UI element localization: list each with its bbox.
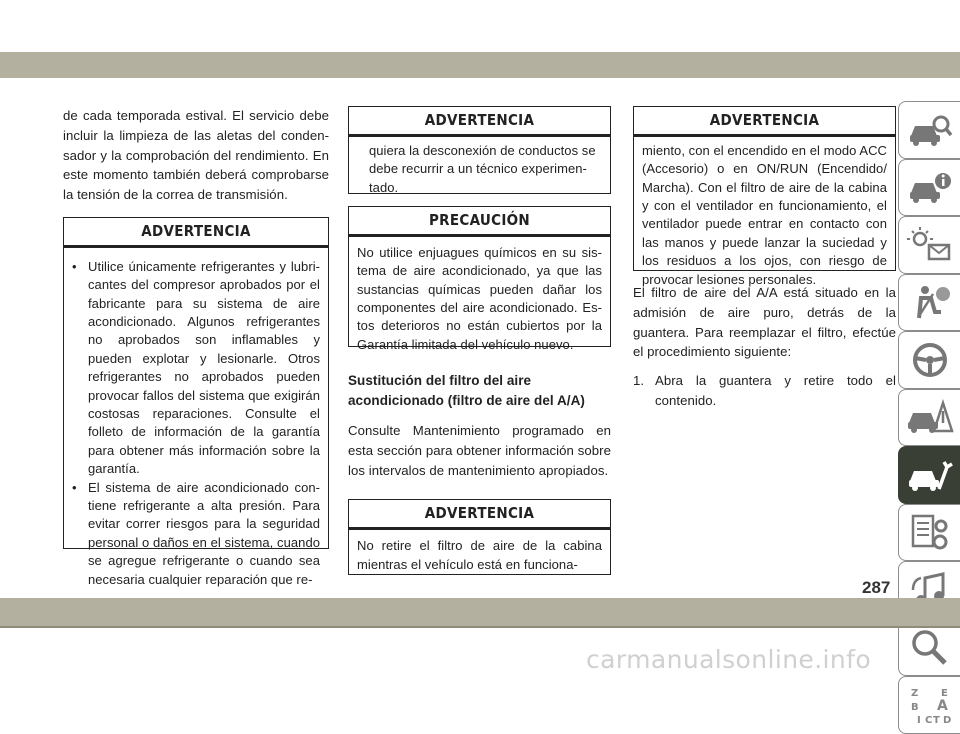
alpha-letter: C	[924, 714, 932, 726]
maintenance-paragraph: Consulte Mantenimiento programado en esta sección para obtener información sobre los intervalos de mantenimiento apropiados.	[348, 423, 611, 478]
intro-paragraph: de cada temporada estival. El servicio debe incluir la limpieza de las aletas del condensador y la comprobación del rendimiento. En este momento también deberá comprobarse la tensión de la correa de transmisión.	[63, 108, 329, 203]
warning-bullet-item: • El sistema de aire acondicionado contiene refrigerante a alta presión. Para evitar correr riesgos para la seguridad personal o daños en el sistema, cuando se agregue refrigerante o cuando sea necesaria cualquier reparación que re-	[72, 479, 320, 589]
section-heading: Sustitución del filtro del aire acondicionado (filtro de aire del A/A)	[348, 373, 585, 408]
tab-car-magnifier[interactable]	[898, 101, 960, 159]
caution-text: No utilice enjuagues químicos en su sistema de aire acondicionado, ya que las sustancias químicas pueden dañar los componentes del aire acondicionado. Estos deterioros no están cubiertos por la Garantía limitada del vehículo nuevo.	[357, 244, 602, 352]
footer-rule	[0, 626, 960, 628]
alpha-letter: B	[910, 701, 919, 713]
filter-location-paragraph: El filtro de aire del A/A está situado en la admisión de aire puro, detrás de la guantera. Para reemplazar el filtro, efectúe el procedimiento siguiente:	[633, 285, 896, 360]
alpha-letter: Z	[910, 687, 918, 699]
warning-box-title: ADVERTENCIA	[349, 500, 610, 530]
tab-airbag-seatbelt[interactable]	[898, 274, 960, 332]
warning-lights-message-icon	[907, 225, 953, 265]
warning-text: miento, con el encendido en el modo ACC (Accesorio) o en ON/RUN (Encendido/ Marcha). Con el filtro de aire de la cabina y con el ventilador en funcionamiento, el ventilador puede entrar en contacto con las manos y puede lanzar la suciedad y los residuos a los ojos, con riesgo de provocar lesiones personales.	[642, 142, 887, 287]
car-wrench-icon	[907, 455, 953, 495]
caution-box	[348, 206, 611, 352]
warning-box-continued	[633, 106, 896, 287]
tab-steering-wheel[interactable]	[898, 331, 960, 389]
alpha-letter: I	[916, 714, 921, 726]
step-item	[633, 371, 896, 411]
warning-box-title: ADVERTENCIA	[634, 107, 895, 137]
step-number: 1.	[633, 373, 645, 389]
alpha-letter: E	[940, 687, 948, 699]
step-text: Abra la guantera y retire todo el contenido.	[655, 373, 896, 408]
column-1	[63, 106, 329, 587]
tab-car-info[interactable]	[898, 159, 960, 217]
tab-specs[interactable]	[898, 504, 960, 562]
warning-box-refrigerants	[63, 217, 329, 587]
airbag-seatbelt-icon	[907, 282, 953, 322]
warning-box-continued	[348, 106, 611, 194]
index-magnifier-icon	[907, 627, 953, 667]
alpha-letter: T	[932, 714, 940, 726]
tab-alphabet-index[interactable]	[898, 676, 960, 734]
tab-car-wrench[interactable]	[898, 446, 960, 504]
caution-box-title: PRECAUCIÓN	[349, 207, 610, 237]
caution-box-body	[349, 237, 610, 362]
chapter-tabs	[898, 101, 960, 734]
warning-bullet-item: • Utilice únicamente refrigerantes y lubricantes del compresor aprobados por el fabricante para su sistema de aire acondicionado. Algunos refrigerantes no aprobados son inflamables y pueden explotar y lesionarle. Otros refrigerantes no aprobados pueden provocar fallos del sistema que exigirán costosas reparaciones. Consulte el folleto de información de la garantía para obtener más información sobre la garantía.	[72, 258, 320, 479]
tab-car-warning-triangle[interactable]	[898, 389, 960, 447]
page-number: 287	[862, 578, 891, 597]
footer-stripe	[0, 598, 960, 626]
alpha-letter: D	[942, 714, 951, 726]
alphabet-index-icon	[907, 685, 953, 725]
car-magnifier-icon	[907, 110, 953, 150]
car-info-icon	[907, 167, 953, 207]
tab-warning-lights[interactable]	[898, 216, 960, 274]
car-warning-triangle-icon	[907, 397, 953, 437]
warning-box-body	[634, 137, 895, 297]
warning-box-body	[64, 248, 328, 597]
header-stripe	[0, 52, 960, 78]
warning-box-body: quiera la desconexión de conductos se debe recurrir a un técnico experimentado.	[369, 142, 596, 195]
warning-bullet-list	[72, 258, 320, 589]
steering-wheel-icon	[907, 340, 953, 380]
alpha-letter: A	[936, 697, 948, 714]
watermark: carmanualsonline.info	[586, 645, 872, 674]
warning-box-cabin-filter	[348, 499, 611, 575]
column-2	[348, 106, 611, 575]
column-3	[633, 106, 896, 411]
warning-box-title: ADVERTENCIA	[349, 107, 610, 137]
specs-list-gears-icon	[907, 512, 953, 552]
warning-text: No retire el filtro de aire de la cabina mientras el vehículo está en funciona-	[357, 538, 602, 572]
warning-box-title: ADVERTENCIA	[64, 218, 328, 248]
warning-box-body	[349, 530, 610, 582]
steps-list	[633, 371, 896, 411]
